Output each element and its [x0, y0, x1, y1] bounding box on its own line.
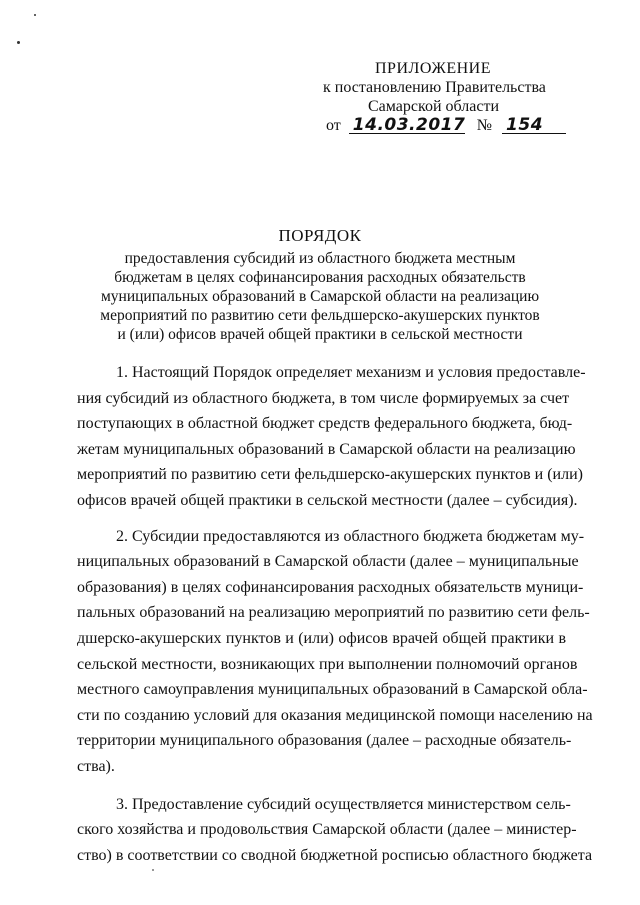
- paragraph-line: сти по созданию условий для оказания медицинской помощи населению на: [77, 706, 593, 724]
- subtitle-line: и (или) офисов врачей общей практики в сельской местности: [117, 326, 523, 343]
- decree-date: 14.03.2017: [349, 117, 465, 134]
- paragraph-line: ниципальных образований в Самарской области (далее – муниципальные: [77, 553, 579, 571]
- paragraph: [77, 792, 593, 869]
- document-heading: [100, 226, 540, 344]
- paragraph-line: 3. Предоставление субсидий осуществляется министерством сель-: [116, 795, 571, 813]
- scan-speck: [152, 869, 154, 871]
- paragraph-line: дшерско-акушерских пунктов и (или) офисов врачей общей практики в: [77, 629, 566, 647]
- paragraph-line: мероприятий по развитию сети фельдшерско-акушерских пунктов и (или): [77, 466, 583, 484]
- document-subtitle: [100, 249, 540, 344]
- paragraph-line: офисов врачей общей практики в сельской местности (далее – субсидия).: [77, 491, 578, 509]
- document-title: ПОРЯДОК: [278, 226, 362, 245]
- paragraph-line: ского хозяйства и продовольствия Самарской области (далее – министер-: [77, 821, 577, 839]
- subtitle-line: муниципальных образований в Самарской области на реализацию: [100, 288, 540, 305]
- decree-number: 154: [502, 117, 566, 134]
- appendix-title: ПРИЛОЖЕНИЕ: [375, 60, 492, 77]
- paragraph-line: сельской местности, возникающих при выполнении полномочий органов: [77, 655, 578, 673]
- appendix-reference: к постановлению Правительства: [323, 79, 546, 96]
- paragraph-line: территории муниципального образования (далее – расходные обязатель-: [77, 732, 572, 750]
- paragraph: [77, 360, 586, 514]
- paragraph-line: образования) в целях софинансирования расходных обязательств муници-: [77, 578, 584, 596]
- document-body: [77, 360, 593, 868]
- scan-speck: [34, 14, 36, 16]
- paragraph-line: жетам муниципальных образований в Самарской области на реализацию: [77, 440, 576, 458]
- paragraph-line: 2. Субсидии предоставляются из областного бюджета бюджетам му-: [116, 527, 585, 545]
- subtitle-line: бюджетам в целях софинансирования расходных обязательств: [114, 269, 526, 286]
- appendix-region: Самарской области: [368, 98, 499, 115]
- date-prefix: от: [326, 117, 341, 134]
- scan-speck: [17, 41, 20, 44]
- number-sign: №: [476, 117, 493, 134]
- paragraph-line: ства).: [77, 757, 115, 775]
- paragraph-line: местного самоуправления муниципальных образований в Самарской обла-: [77, 681, 588, 699]
- paragraph-line: 1. Настоящий Порядок определяет механизм и условия предоставле-: [116, 364, 586, 381]
- decree-line: [326, 117, 566, 135]
- paragraph-line: ство) в соответствии со сводной бюджетной росписью областного бюджета: [77, 846, 593, 864]
- paragraph-line: поступающих в областной бюджет средств федерального бюджета, бюд-: [77, 415, 573, 433]
- subtitle-line: предоставления субсидий из областного бюджета местным: [124, 250, 516, 267]
- paragraph-line: пальных образований на реализацию мероприятий по развитию сети фель-: [77, 604, 590, 622]
- paragraph: [77, 524, 593, 780]
- paragraph-line: ния субсидий из областного бюджета, в том числе формируемых за счет: [77, 389, 570, 407]
- subtitle-line: мероприятий по развитию сети фельдшерско-акушерских пунктов: [100, 307, 540, 324]
